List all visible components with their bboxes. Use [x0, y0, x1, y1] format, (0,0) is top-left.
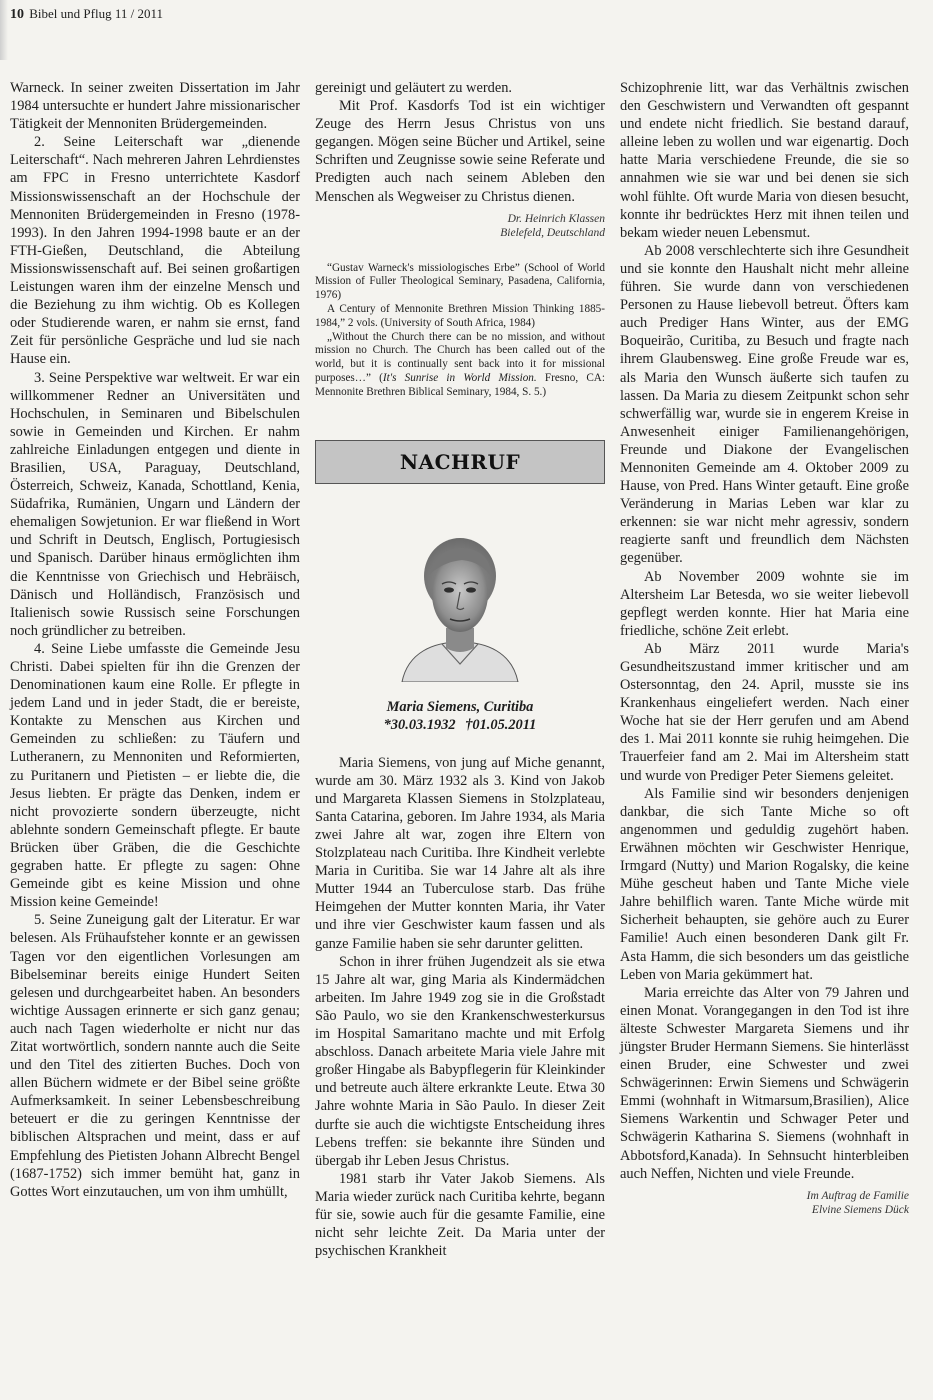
paragraph: Mit Prof. Kasdorfs Tod ist ein wichtiger Zeuge des Herrn Jesus Christus von uns gegangen. Mögen seine Bücher und Artikel, seine Schriften und Zeugnisse sowie seine Referate und Predigten auch nach seinem Ableben den Menschen als Wegweiser zu Christus dienen. — [315, 98, 605, 205]
footnote: “Gustav Warneck's missiologisches Erbe” (School of World Mission of Fuller Theological Seminary, Pasadena, California, 1976) — [315, 261, 605, 302]
family-signature — [620, 1189, 909, 1217]
paragraph: Ab 2008 verschlechterte sich ihre Gesundheit und sie konnte den Haushalt nicht mehr alleine führen. Sie wurde dann von verschiedenen Personen zu Hause liebevoll betreut. Öfters kam auch Prediger Hans Winter, aus der EMG Boqueirão, Curitiba, zu Besuch und fragte nach ihrem Glaubensweg. Eine große Freude war es, als Maria den Wunsch äußerte sich taufen zu lassen. Da Maria zu diesem Zeitpunkt schon sehr schwerfällig war, wurde sie in engerem Kreise in Anwesenheit einiger Familienangehörigen, Freunde und Diakone der Evangelischen Mennoniten Gemeinde am 4. Oktober 2009 zu Hause, von Pred. Hans Winter getauft. Eine große Veränderung in Marias Leben war klar zu erkennen: sie war nicht mehr agressiv, sondern reagierte sanft und freundlich dem Nächsten gegenüber. — [620, 242, 909, 567]
portrait-caption — [315, 698, 605, 734]
paragraph: Warneck. In seiner zweiten Dissertation im Jahr 1984 untersuchte er hundert Jahre missionarischer Tätigkeit der Mennoniten Brüdergemeinden. — [10, 80, 300, 133]
author-signature — [315, 212, 605, 240]
footnote: „Without the Church there can be no mission, and without mission no Church. The Church has been called out of the world, but it is continually sent back into it for missional purposes…” (It's Sunrise in World Mission. Fresno, CA: Mennonite Brethren Biblical Seminary, 1984, S. 5.) — [315, 330, 605, 398]
paragraph: 4. Seine Liebe umfasste die Gemeinde Jesu Christi. Dabei spielten für ihn die Grenzen der Denominationen kaum eine Rolle. Er pflegte in jedem Land und in jeder Stadt, die er bereiste, Kontakte zu Menschen aus Kirchen und Gemeinden zu schließen: zu Täufern und Lutheranern, zu Mennoniten und Reformierten, zu Puritanern und Pietisten – er liebte die, die Jesus liebten. Er prägte das Denken, indem er nicht provozierte sondern überzeugte, nicht ablehnte sondern Gemeinschaft pflegte. Er baute Brücken über Gräben, die die Geschichte gegraben hatte. Er pflegte zu sagen: Ohne Gemeinde gibt es keine Mission und ohne Mission keine Gemeinde! — [10, 640, 300, 911]
signature-name: Elvine Siemens Dück — [811, 1203, 909, 1216]
page-spine-shadow — [0, 0, 8, 60]
deceased-name: Maria Siemens, Curitiba — [386, 698, 534, 715]
page-header — [10, 6, 163, 23]
paragraph: Schizophrenie litt, war das Verhältnis zwischen den Geschwistern und Verwandten oft gespannt und endete nicht friedlich. Sie bestand darauf, alleine leben zu wollen und war eigenartig. Doch hatte Maria verschiedene Freunde, die sie so annahmen wie sie war und bei denen sie sich wohl fühlte. Oft wurde Maria von diesen besucht, konnte ihr bedrücktes Herz mit ihnen teilen und bekam wieder neuen Lebensmut. — [620, 80, 909, 241]
signature-line: Im Auftrag de Familie — [806, 1189, 909, 1202]
paragraph: Als Familie sind wir besonders denjenigen dankbar, die sich Tante Miche so oft angenommen und geduldig zugehört haben. Erwähnen möchten wir Geschwister Henrique, Irmgard (Nutty) und Marion Rogalsky, die keine Mühe gescheut haben und Tante Miche viele Jahre behilflich waren. Tante Miche würde mit Sicherheit behaupten, sie gehöre auch zu Eurer Familie! Auch einen besonderen Dank gilt Fr. Asta Hamm, die sich besonders um das geistliche Leben von Maria gekümmert hat. — [620, 785, 909, 983]
footnotes — [315, 262, 605, 400]
paragraph: Maria Siemens, von jung auf Miche genannt, wurde am 30. März 1932 als 3. Kind von Jakob und Margareta Klassen Siemens in Stolzplateau, Santa Catarina, geboren. Im Jahre 1934, als Maria zwei Jahre alt war, zogen ihre Eltern von Stolzplateau nach Curitiba. Ihre Kindheit verlebte Maria in Curitiba. Sie war 14 Jahre alt als ihre Mutter 1944 an Tuberculose starb. Das frühe Heimgehen der Mutter konnten Maria, ihr Vater und ihre vier Geschwister kaum fassen und als ganze Familie haben sie sehr darunter gelitten. — [315, 754, 605, 952]
column-1 — [10, 79, 300, 1201]
column-3 — [620, 79, 909, 1217]
column-2 — [315, 79, 605, 1260]
paragraph: Maria erreichte das Alter von 79 Jahren und einen Monat. Vorangegangen in den Tod ist ihre älteste Schwester Margareta Siemens und ihr jüngster Bruder Hermann Siemens. Sie hinterlässt einen Bruder, eine Schwester und zwei Schwägerinnen: Erwin Siemens und Schwägerin Emmi (wohnhaft in Witmarsum,Brasilien), Alice Siemens Warkentin und Schwager Peter und Schwägerin Katharina S. Siemens (wohnhaft in Abbotsford,Kanada). In Sehnsucht hinterbleiben auch Neffen, Nichten und viele Freunde. — [620, 984, 909, 1182]
life-dates: *30.03.1932 †01.05.2011 — [383, 716, 537, 733]
paragraph: 3. Seine Perspektive war weltweit. Er war ein willkommener Redner an Universitäten und Hochschulen, in Seminaren und Bibelschulen sowie in Gemeinden und Kirchen. Er nahm zahlreiche Einladungen entgegen und diente in Brasilien, USA, Paraguay, Deutschland, Österreich, Schweiz, Kanada, Schottland, Kenia, Südafrika, Rumänien, Ungarn und Ländern der ehemaligen Sowjetunion. Er war fließend in Wort und Schrift in Deutsch, Englisch, Portugiesisch und Spanisch. Darüber hinaus ermöglichten ihm die Kenntnisse von Griechisch und Hebräisch, Dänisch und Holländisch, Französisch und Italienisch sowie Russisch seine Forschungen noch gründlicher zu betreiben. — [10, 369, 300, 639]
paragraph: 5. Seine Zuneigung galt der Literatur. Er war belesen. Als Frühaufsteher konnte er an gewissen Tagen vor den eigentlichen Vorlesungen am Bibelseminar bereits einige Hundert Seiten gelesen und durchgearbeitet haben. An besonders wichtige Aussagen erinnerte er sich ganz genau; auch nach Tagen wiederholte er nicht nur das Zitat wortwörtlich, sondern nannte auch die Seite und den Titel des zitierten Buches. Doch von allen Büchern widmete er der Bibel seine größte Aufmerksamkeit. In seiner Lebensbeschreibung beteuert er die zu geringen Kenntnisse der biblischen Altsprachen und meint, dass er auf Empfehlung des Pietisten Johann Albrecht Bengel (1687-1752) sich immer bemüht hat, ganz in Gottes Wort einzutauchen, um von ihm umhüllt, — [10, 912, 300, 1200]
paragraph: gereinigt und geläutert zu werden. — [315, 80, 512, 96]
author-location: Bielefeld, Deutschland — [500, 226, 605, 239]
portrait-photo — [398, 524, 522, 682]
publication-title: Bibel und Pflug 11 / 2011 — [29, 6, 163, 21]
nachruf-heading: NACHRUF — [315, 440, 605, 484]
footnote: A Century of Mennonite Brethren Mission Thinking 1885-1984,” 2 vols. (University of South Africa, 1984) — [315, 303, 605, 329]
paragraph: Ab März 2011 wurde Maria's Gesundheitszustand immer kritischer und am Ostersonntag, den 24. April, musste sie ins Krankenhaus eingeliefert werden. Nach einer Woche hat sie der Herr gerufen und am Abend des 1. Mai 2011 konnte sie ruhig heimgehen. Die Trauerfeier fand am 2. Mai im Altersheim statt und wurde von Prediger Peter Siemens geleitet. — [620, 640, 909, 784]
portrait-container — [315, 524, 605, 682]
paragraph: 2. Seine Leiterschaft war „dienende Leiterschaft“. Nach mehreren Jahren Lehrdienstes am FPC in Fresno unterrichtete Kasdorf Missionswissenschaft an der Hochschule der Mennoniten Brüdergemeinden in Fresno (1978-1993). In den Jahren 1994-1998 baute er an der FTH-Gießen, Deutschland, die Abteilung Missionswissenschaft auf. Bei seinen großartigen Leistungen waren ihm der einzelne Mensch und die Beziehung zu ihm wichtig. Ob es Kollegen oder Studierende waren, er nahm sie ernst, fand Zeit für persönliche Gespräche und lud sie nach Hause ein. — [10, 134, 300, 368]
paragraph: Ab November 2009 wohnte sie im Altersheim Lar Betesda, wo sie weiter liebevoll gepflegt werden konnte. Hier hat Maria eine friedliche, schöne Zeit erlebt. — [620, 568, 909, 639]
page-number: 10 — [10, 7, 24, 22]
paragraph: 1981 starb ihr Vater Jakob Siemens. Als Maria wieder zurück nach Curitiba kehrte, begann für sie, sowie auch für die gesamte Familie, eine nicht sehr leichte Zeit. Da Maria unter der psychischen Krankheit — [315, 1170, 605, 1260]
author-name: Dr. Heinrich Klassen — [507, 212, 605, 225]
paragraph: Schon in ihrer frühen Jugendzeit als sie etwa 15 Jahre alt war, ging Maria als Kindermädchen arbeiten. Im Jahre 1949 zog sie in die Großstadt São Paulo, wo sie den Krankenschwesterkursus im Hospital Samaritano machte und mit Erfolg abschloss. Danach arbeitete Maria viele Jahre mit großer Hingabe als Babypflegerin für Kleinkinder und betreute auch ältere erkrankte Leute. Etwa 30 Jahre wohnte Maria in São Paulo. In dieser Zeit durfte sie auch die wichtigste Entscheidung ihres Lebens treffen: sie bekannte ihre Sünden und übergab ihr Leben Jesus Christus. — [315, 953, 605, 1169]
